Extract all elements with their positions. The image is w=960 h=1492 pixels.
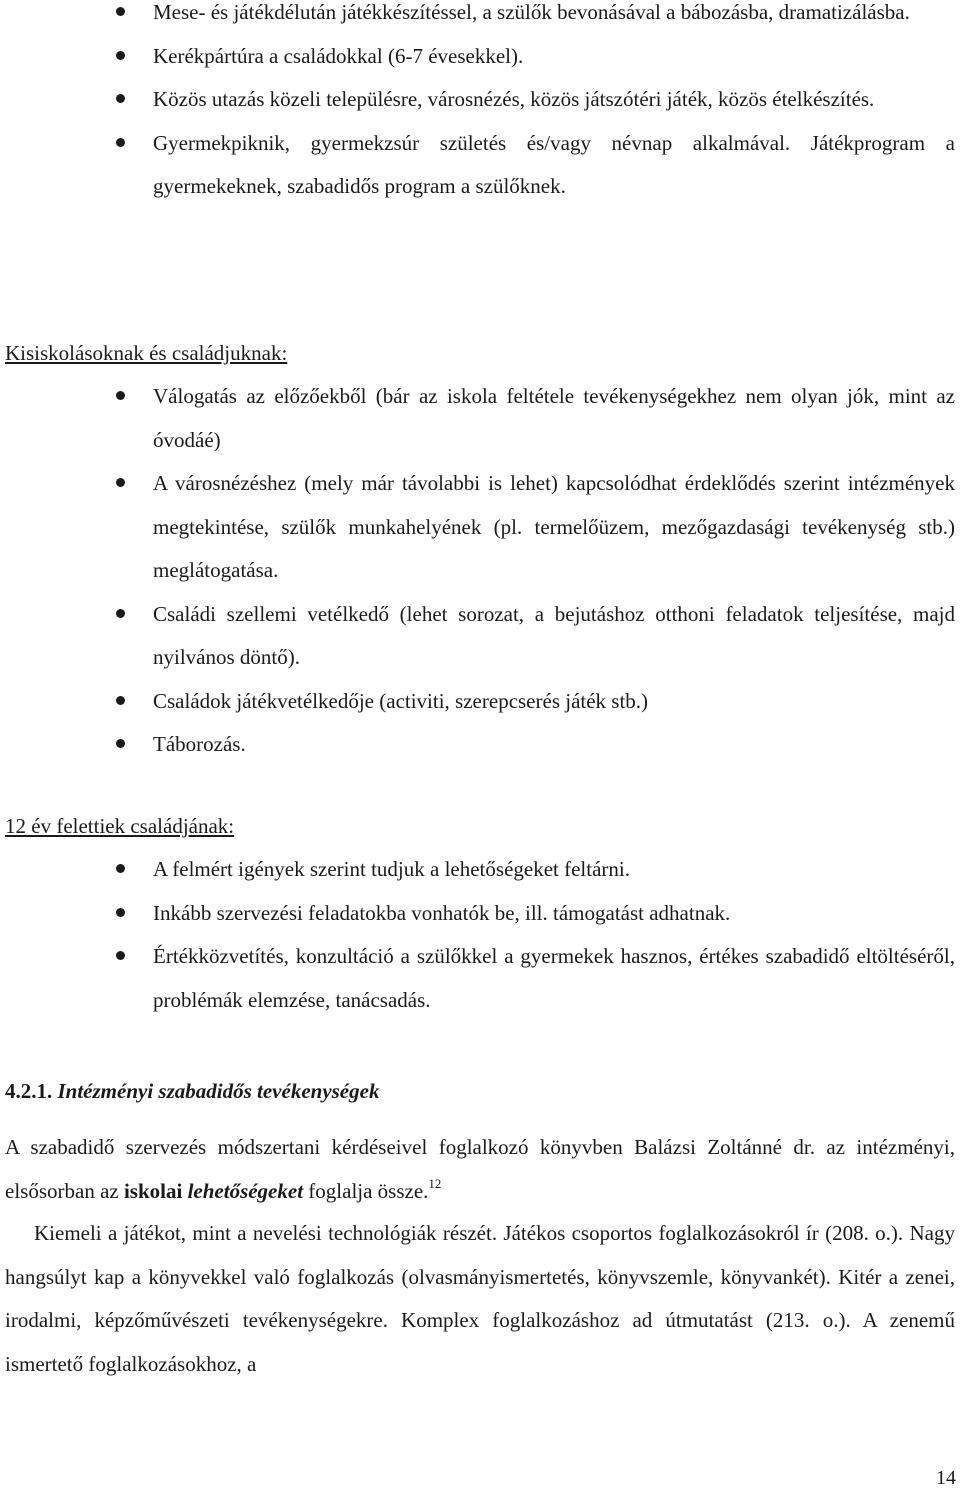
list-item: Mese- és játékdélután játékkészítéssel, a szülők bevonásával a bábozásba, dramatizálásba. xyxy=(0,0,960,35)
paragraph-2-text: Kiemeli a játékot, mint a nevelési technológiák részét. Játékos csoportos foglalkozásokról ír (208. o.). Nagy hangsúlyt kap a könyvekkel való foglalkozás (olvasmányismertetés, könyvszemle, könyvankét). Kitér a zenei, irodalmi, képzőművészeti tevékenységekre. Komplex foglalkozáshoz ad útmutatást (213. o.). A zenemű ismertető foglalkozásokhoz, a xyxy=(5,1221,955,1376)
list-item: Értékközvetítés, konzultáció a szülőkkel a gyermekek hasznos, értékes szabadidő eltöltéséről, problémák elemzése, tanácsadás. xyxy=(0,935,960,1022)
list-item: Családi szellemi vetélkedő (lehet sorozat, a bejutáshoz otthoni feladatok teljesítése, majd nyilvános döntő). xyxy=(0,593,960,680)
paragraph-1-bold: iskolai xyxy=(123,1178,183,1203)
tizenketto-list xyxy=(0,848,960,1022)
paragraph-1-bold-italic: lehetőségeket xyxy=(187,1178,304,1203)
list-item: Kerékpártúra a családokkal (6-7 évesekkel). xyxy=(0,35,960,79)
list-item: A felmért igények szerint tudjuk a lehetőségeket feltárni. xyxy=(0,848,960,892)
footnote-ref: 12 xyxy=(428,1175,442,1191)
section-number: 4.2.1. xyxy=(5,1079,53,1103)
paragraph-1-text: A szabadidő szervezés módszertani kérdéseivel foglalkozó könyvben Balázsi Zoltánné dr. az intézményi, elsősorban az xyxy=(5,1135,955,1203)
paragraph-2 xyxy=(5,1212,955,1386)
list-item: Táborozás. xyxy=(0,723,960,767)
top-bullet-list xyxy=(0,0,960,209)
paragraph-1 xyxy=(5,1126,955,1213)
list-item: A városnézéshez (mely már távolabbi is lehet) kapcsolódhat érdeklődés szerint intézmények megtekintése, szülők munkahelyének (pl. termelőüzem, mezőgazdasági tevékenység stb.) meglátogatása. xyxy=(0,462,960,593)
section-heading xyxy=(5,1075,379,1107)
tizenketto-heading: 12 év felettiek családjának: xyxy=(5,814,235,838)
list-item: Gyermekpiknik, gyermekzsúr születés és/vagy névnap alkalmával. Játékprogram a gyermekeknek, szabadidős program a szülőknek. xyxy=(0,122,960,209)
list-item: Inkább szervezési feladatokba vonhatók be, ill. támogatást adhatnak. xyxy=(0,892,960,936)
kisiskolasok-list xyxy=(0,375,960,767)
list-item: Közös utazás közeli településre, városnézés, közös játszótéri játék, közös ételkészítés. xyxy=(0,78,960,122)
section-title: Intézményi szabadidős tevékenységek xyxy=(57,1079,380,1103)
list-item: Válogatás az előzőekből (bár az iskola feltétele tevékenységekhez nem olyan jók, mint az óvodáé) xyxy=(0,375,960,462)
list-item: Családok játékvetélkedője (activiti, szerepcserés játék stb.) xyxy=(0,680,960,724)
paragraph-1-text-end: foglalja össze. xyxy=(303,1178,429,1203)
kisiskolasok-heading: Kisiskolásoknak és családjuknak: xyxy=(5,341,288,365)
page-number: 14 xyxy=(936,1467,956,1489)
